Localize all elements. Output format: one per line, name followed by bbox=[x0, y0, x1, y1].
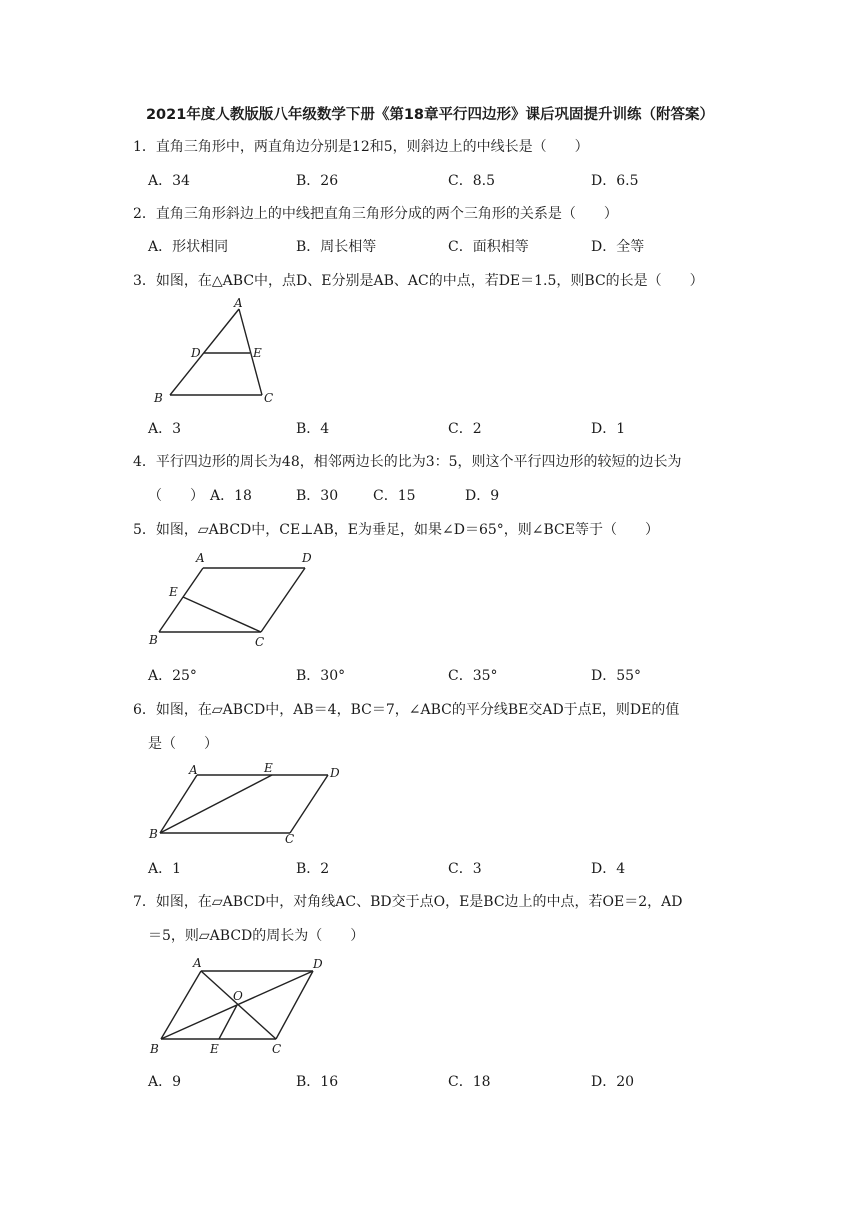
question-1-text: 1．直角三角形中，两直角边分别是12和5，则斜边上的中线长是（ ） bbox=[133, 139, 589, 155]
question-4-options bbox=[210, 485, 540, 505]
segment-dc bbox=[261, 568, 305, 632]
option-c: C．35° bbox=[448, 668, 498, 684]
question-7-text-line-1: 7．如图，在▱ABCD中，对角线AC、BD交于点O，E是BC边上的中点，若OE＝2，AD bbox=[133, 894, 683, 910]
triangle-abc-figure bbox=[150, 295, 290, 407]
option-c: C．3 bbox=[448, 861, 482, 877]
option-b: B．4 bbox=[296, 421, 330, 437]
question-5-options bbox=[148, 665, 708, 685]
option-d: D．20 bbox=[591, 1074, 635, 1090]
question-4-text-line-1: 4．平行四边形的周长为48，相邻两边长的比为3：5，则这个平行四边形的较短的边长为 bbox=[133, 454, 682, 470]
label-d: D bbox=[330, 766, 340, 780]
option-a: A．18 bbox=[210, 488, 252, 504]
label-d: D bbox=[302, 551, 312, 565]
label-e: E bbox=[210, 1042, 219, 1056]
segment-dc bbox=[290, 775, 328, 833]
question-7-options bbox=[148, 1071, 708, 1091]
option-b: B．30° bbox=[296, 668, 346, 684]
option-a: A．9 bbox=[148, 1074, 182, 1090]
segment-ab bbox=[160, 775, 197, 833]
label-e: E bbox=[169, 585, 178, 599]
question-3-text: 3．如图，在△ABC中，点D、E分别是AB、AC的中点，若DE＝1.5，则BC的长是（ ） bbox=[133, 273, 704, 289]
label-b: B bbox=[154, 391, 163, 405]
question-7-text-line-2: ＝5，则▱ABCD的周长为（ ） bbox=[148, 928, 365, 944]
question-4-text-line-2: （ ） bbox=[148, 488, 204, 504]
label-c: C bbox=[272, 1042, 282, 1056]
parallelogram-abcd-figure-6 bbox=[143, 758, 353, 848]
option-c: C．面积相等 bbox=[448, 239, 529, 255]
option-b: B．30 bbox=[296, 488, 339, 504]
option-c: C．15 bbox=[373, 488, 416, 504]
option-c: C．18 bbox=[448, 1074, 491, 1090]
label-d: D bbox=[191, 346, 201, 360]
question-6-text-line-2: 是（ ） bbox=[148, 736, 218, 752]
option-c: C．8.5 bbox=[448, 173, 495, 189]
option-c: C．2 bbox=[448, 421, 482, 437]
option-a: A．25° bbox=[148, 668, 197, 684]
label-e: E bbox=[264, 761, 273, 775]
label-e: E bbox=[253, 346, 262, 360]
option-b: B．周长相等 bbox=[296, 239, 377, 255]
segment-ce bbox=[183, 597, 261, 632]
label-o: O bbox=[233, 989, 243, 1003]
question-5-text: 5．如图，▱ABCD中，CE⊥AB，E为垂足，如果∠D＝65°，则∠BCE等于（ ） bbox=[133, 522, 659, 538]
option-d: D．6.5 bbox=[591, 173, 639, 189]
option-a: A．34 bbox=[148, 173, 190, 189]
label-b: B bbox=[149, 633, 158, 647]
segment-ab bbox=[161, 971, 201, 1039]
label-a: A bbox=[189, 763, 198, 777]
segment-dc bbox=[276, 971, 313, 1039]
segment-ab bbox=[170, 309, 239, 395]
question-1-options bbox=[148, 170, 708, 190]
label-c: C bbox=[285, 832, 295, 846]
option-d: D．9 bbox=[465, 488, 500, 504]
option-b: B．26 bbox=[296, 173, 339, 189]
segment-oe bbox=[219, 1005, 237, 1039]
question-6-options bbox=[148, 858, 708, 878]
question-3-options bbox=[148, 418, 708, 438]
parallelogram-abcd-figure-7 bbox=[143, 953, 343, 1063]
option-a: A．形状相同 bbox=[148, 239, 229, 255]
question-2-options bbox=[148, 236, 708, 256]
document-title: 2021年度人教版版八年级数学下册《第18章平行四边形》课后巩固提升训练（附答案） bbox=[145, 107, 715, 123]
option-d: D．全等 bbox=[591, 239, 645, 255]
parallelogram-abcd-figure-5 bbox=[143, 548, 323, 653]
label-a: A bbox=[234, 296, 243, 310]
label-d: D bbox=[313, 957, 323, 971]
label-b: B bbox=[150, 1042, 159, 1056]
question-6-text-line-1: 6．如图，在▱ABCD中，AB＝4，BC＝7，∠ABC的平分线BE交AD于点E，则DE的值 bbox=[133, 702, 680, 718]
question-2-text: 2．直角三角形斜边上的中线把直角三角形分成的两个三角形的关系是（ ） bbox=[133, 206, 618, 222]
label-c: C bbox=[264, 391, 274, 405]
option-b: B．16 bbox=[296, 1074, 339, 1090]
option-a: A．1 bbox=[148, 861, 182, 877]
label-a: A bbox=[193, 956, 202, 970]
option-d: D．4 bbox=[591, 861, 626, 877]
label-a: A bbox=[196, 551, 205, 565]
option-a: A．3 bbox=[148, 421, 182, 437]
option-d: D．55° bbox=[591, 668, 642, 684]
segment-be bbox=[160, 775, 272, 833]
label-b: B bbox=[149, 827, 158, 841]
label-c: C bbox=[255, 635, 265, 649]
option-d: D．1 bbox=[591, 421, 626, 437]
option-b: B．2 bbox=[296, 861, 330, 877]
segment-ab bbox=[159, 568, 203, 632]
